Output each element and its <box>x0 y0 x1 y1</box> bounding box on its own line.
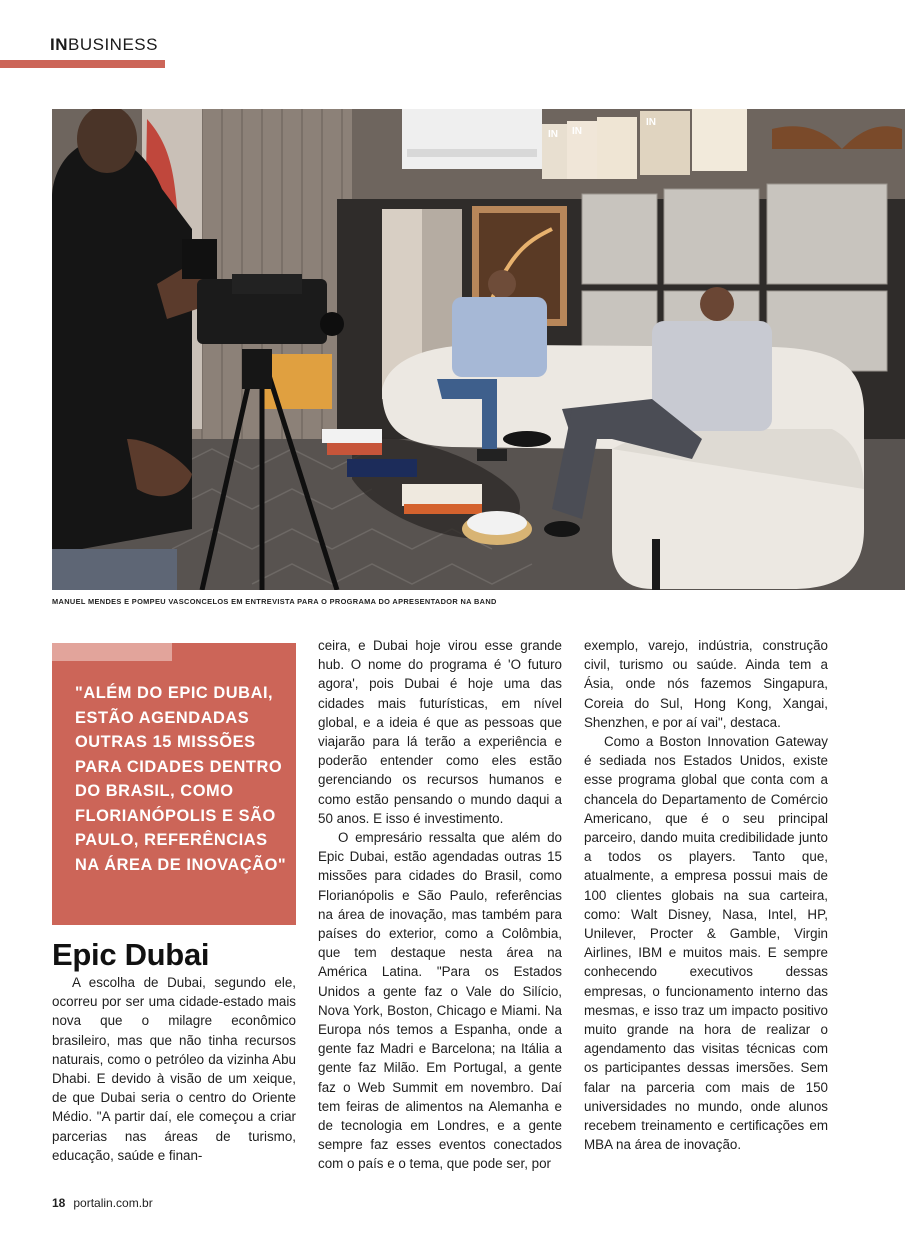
paragraph: ceira, e Dubai hoje virou esse grande hub. O nome do programa é 'O futuro agora', pois Dubai é hoje uma das cidades mais futurísticas, em nível global, e a ideia é que as pessoas que viajarão para lá terão a experiência e poderão entender como eles estão gerenciando os recursos humanos e como estão pensando o mundo daqui a 50 anos. E isso é investimento. <box>318 638 562 826</box>
magazine-logo-3: IN <box>646 117 656 128</box>
interview-photo-illustration <box>52 109 905 590</box>
paragraph: A escolha de Dubai, segundo ele, ocorreu por ser uma cidade-estado mais nova que o milagre econômico brasileiro, mas que não tinha recursos naturais, como o petróleo da vizinha Abu Dhabi. E devido à visão de um xeique, de que Dubai seria o centro do Oriente Médio. "A partir daí, ele começou a criar parcerias nas áreas de turismo, educação, saúde e finan- <box>52 975 296 1163</box>
section-header-title: BUSINESS <box>68 35 158 54</box>
interview-photo <box>52 109 905 590</box>
article-column-3 <box>584 636 828 1154</box>
page-number: 18 <box>52 1196 66 1210</box>
photo-caption: MANUEL MENDES E POMPEU VASCONCELOS EM ENTREVISTA PARA O PROGRAMA DO APRESENTADOR NA BAND <box>52 597 497 606</box>
section-header-in: IN <box>50 35 68 54</box>
magazine-logo-1: IN <box>548 129 558 140</box>
article-column-1 <box>52 973 296 1165</box>
pull-quote <box>52 643 296 925</box>
footer-site-link[interactable]: portalin.com.br <box>73 1196 153 1210</box>
pull-quote-text: "ALÉM DO EPIC DUBAI, ESTÃO AGENDADAS OUTRAS 15 MISSÕES PARA CIDADES DENTRO DO BRASIL, COMO FLORIANÓPOLIS E SÃO PAULO, REFERÊNCIAS NA ÁREA DE INOVAÇÃO" <box>75 684 287 874</box>
paragraph: Como a Boston Innovation Gateway é sediada nos Estados Unidos, existe esse programa global que conta com a chancela do Departamento de Comércio Americano, que é o seu principal parceiro, dando muita credibilidade junto a todos os players. Tanto que, atualmente, a empresa possui mais de 100 clientes globais na sua carteira, como: Walt Disney, Nasa, Intel, HP, Unilever, Procter & Gamble, Virgin Airlines, IBM e muitos mais. E sempre conhecendo executivos dessas empresas, o funcionamento interno das mesmas, e isso traz um impacto positivo muito grande na hora de realizar o agendamento das visitas técnicas com os participantes dessas imersões. Sem falar na parceria com mais de 150 universidades no mundo, onde alunos recebem treinamento e certificações em MBA na área de inovação. <box>584 734 828 1153</box>
article-column-2 <box>318 636 562 1174</box>
section-header <box>50 35 158 55</box>
paragraph: exemplo, varejo, indústria, construção civil, turismo ou saúde. Ainda tem a Ásia, onde nós fazemos Singapura, Coreia do Sul, Hong Kong, Xangai, Shenzhen, e por aí vai", destaca. <box>584 638 828 730</box>
magazine-logo-2: IN <box>572 126 582 137</box>
paragraph: O empresário ressalta que além do Epic Dubai, estão agendadas outras 15 missões para cidades do Brasil, como Florianópolis e São Paulo, referências na área de inovação, mas também para países do exterior, como a Colômbia, que tem destaque nesta área na América Latina. "Para os Estados Unidos a gente faz o Vale do Silício, Nova York, Boston, Chicago e Miami. Na Europa nós temos a Espanha, onde a gente faz Madri e Barcelona; na Itália a gente faz Milão. Em Portugal, a gente faz o Web Summit em novembro. Daí tem feiras de alimentos na Alemanha e de tecnologia em Londres, e a gente sempre faz esses eventos conectados com o país e o tema, que pode ser, por <box>318 830 562 1172</box>
page-footer <box>52 1196 153 1210</box>
article-subheading: Epic Dubai <box>52 937 210 972</box>
section-header-bar <box>0 60 165 68</box>
pull-quote-tab <box>52 643 172 661</box>
